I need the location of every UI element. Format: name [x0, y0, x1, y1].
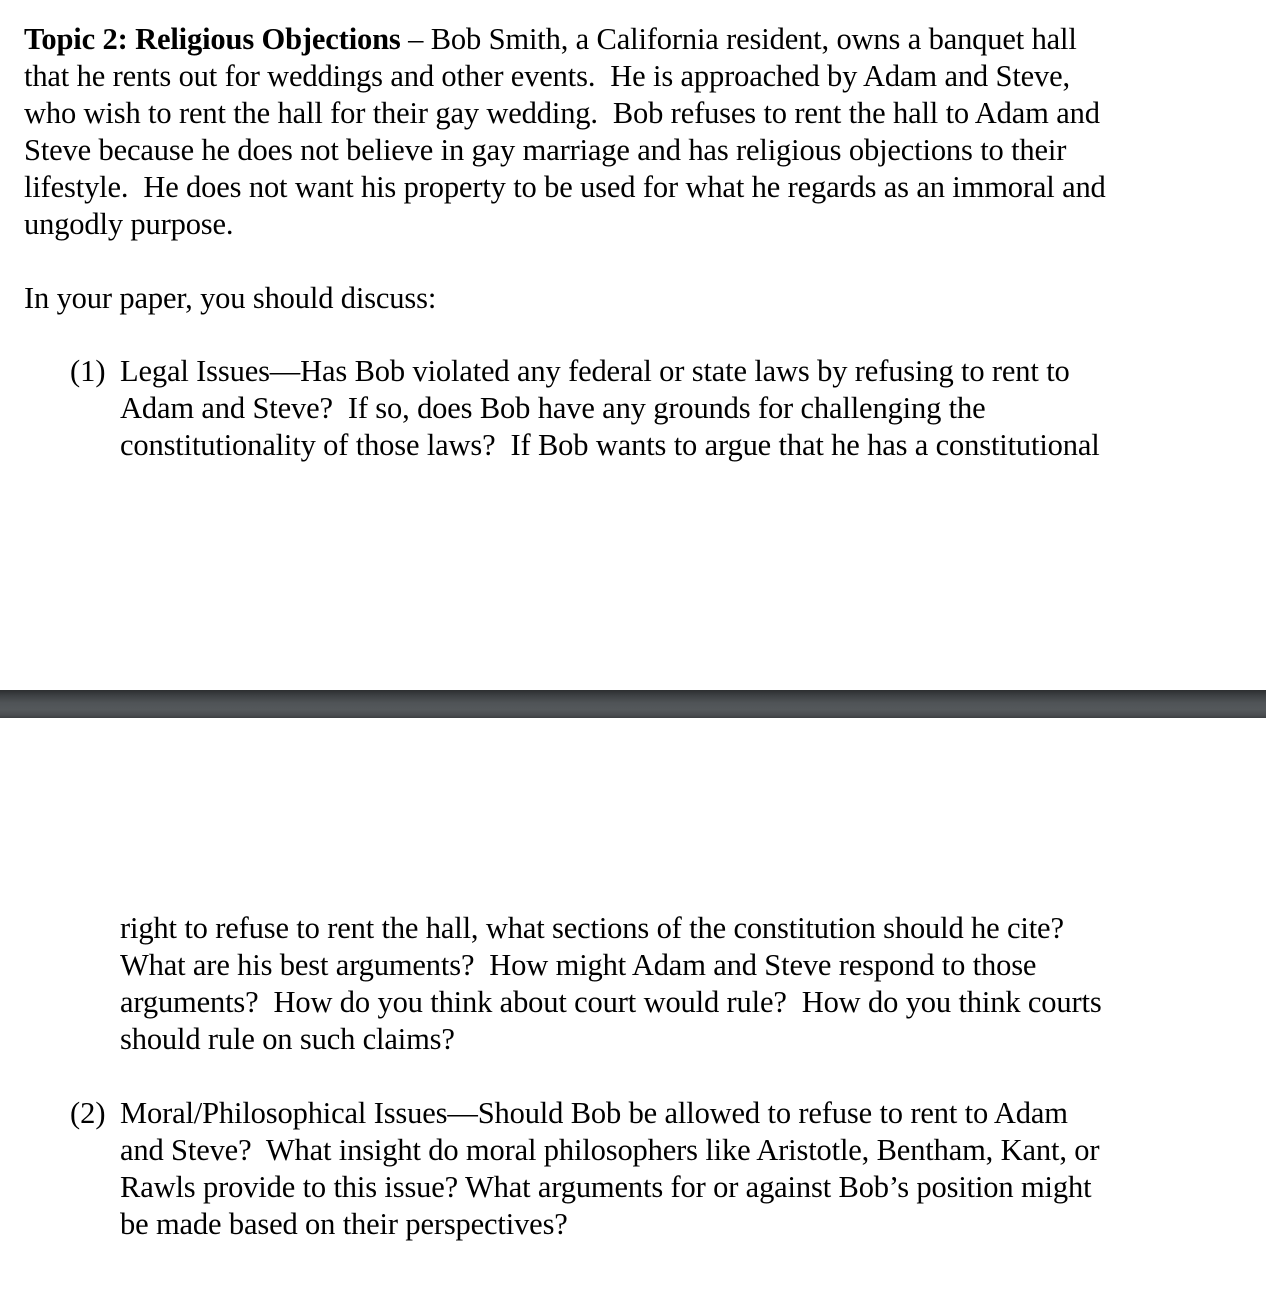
- item-1-line: arguments? How do you think about court would rule? How do you think courts: [120, 985, 1102, 1019]
- item-number: (2): [70, 1096, 106, 1130]
- item-1-line: Adam and Steve? If so, does Bob have any grounds for challenging the: [120, 391, 986, 425]
- item-1-line: right to refuse to rent the hall, what sections of the constitution should he cite?: [120, 911, 1064, 945]
- item-1-line: Legal Issues—Has Bob violated any federal or state laws by refusing to rent to: [120, 354, 1070, 388]
- item-1-line: should rule on such claims?: [120, 1022, 455, 1056]
- discussion-prompt: In your paper, you should discuss:: [24, 281, 437, 315]
- topic-heading: Topic 2: Religious Objections: [24, 22, 401, 56]
- intro-line: that he rents out for weddings and other events. He is approached by Adam and Steve,: [24, 59, 1070, 93]
- topic-dash: –: [400, 22, 431, 56]
- item-1-line: constitutionality of those laws? If Bob wants to argue that he has a constitutional: [120, 428, 1100, 462]
- item-2-line: be made based on their perspectives?: [120, 1207, 568, 1241]
- intro-line: who wish to rent the hall for their gay wedding. Bob refuses to rent the hall to Adam and: [24, 96, 1100, 130]
- page-divider: [0, 690, 1266, 718]
- item-2-line: Rawls provide to this issue? What arguments for or against Bob’s position might: [120, 1170, 1092, 1204]
- intro-line: Steve because he does not believe in gay marriage and has religious objections to their: [24, 133, 1067, 167]
- document-page-2: [0, 718, 1266, 1300]
- intro-line: Bob Smith, a California resident, owns a banquet hall: [430, 22, 1077, 56]
- item-1-line: What are his best arguments? How might Adam and Steve respond to those: [120, 948, 1037, 982]
- intro-line: ungodly purpose.: [24, 207, 234, 241]
- intro-line: lifestyle. He does not want his property to be used for what he regards as an immoral and: [24, 170, 1106, 204]
- item-number: (1): [70, 354, 106, 388]
- item-2-line: and Steve? What insight do moral philosophers like Aristotle, Bentham, Kant, or: [120, 1133, 1100, 1167]
- topic-first-line: [24, 21, 1077, 58]
- item-2-line: Moral/Philosophical Issues—Should Bob be allowed to refuse to rent to Adam: [120, 1096, 1068, 1130]
